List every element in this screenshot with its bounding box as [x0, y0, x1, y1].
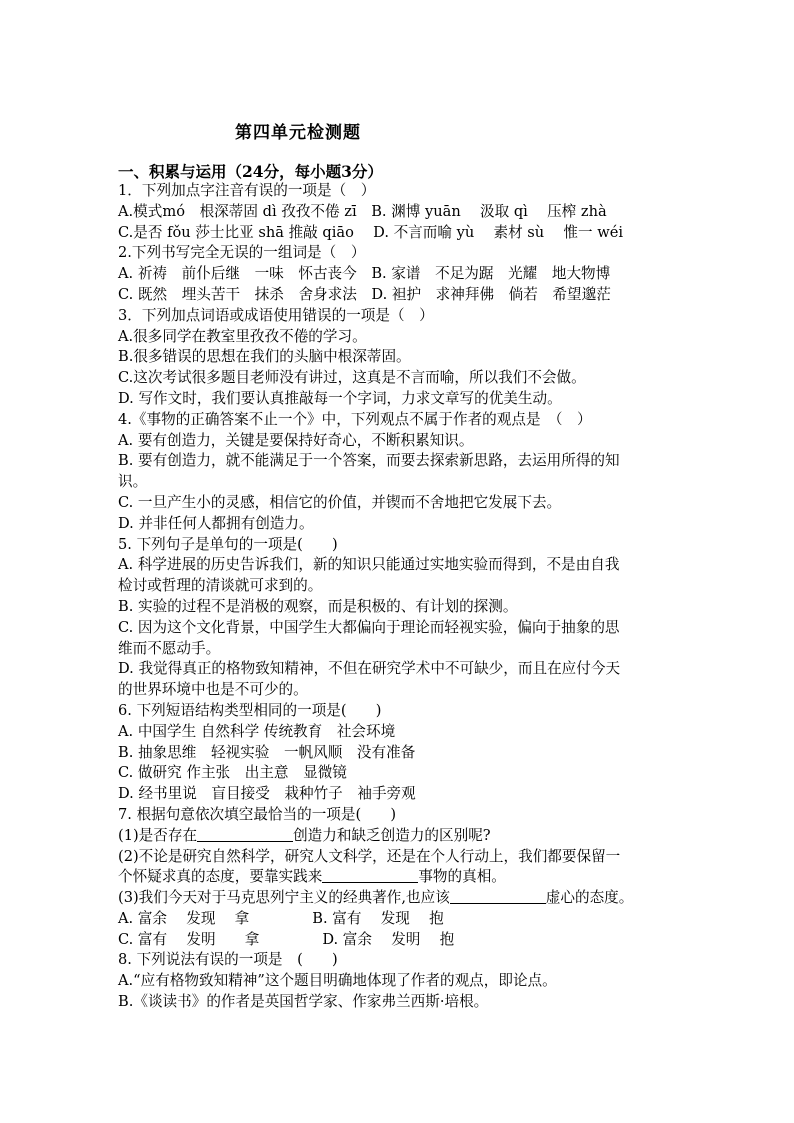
fill-blank-line — [118, 888, 688, 909]
fill-blank-line — [118, 867, 688, 888]
blank-sentence-1-start: (1)是否存在 — [118, 826, 198, 844]
text-line: A. 中国学生 自然科学 传统教育 社会环境 — [118, 722, 396, 740]
fill-blank-line — [118, 826, 688, 847]
blank-1[interactable] — [197, 826, 293, 842]
text-line: D. 并非任何人都拥有创造力。 — [118, 514, 314, 532]
text-line: A. 要有创造力，关键是要保持好奇心，不断积累知识。 — [118, 431, 474, 449]
text-line: A. 祈祷 前仆后继 一味 怀古丧今 B. 家谱 不足为踞 光耀 地大物博 — [118, 265, 611, 283]
text-line: 2.下列书写完全无误的一组词是（ ） — [118, 244, 366, 262]
blank-sentence-3-end: 虚心的态度。 — [545, 889, 634, 907]
text-line: 识。 — [118, 473, 148, 491]
question-body — [118, 181, 688, 1013]
text-line: C. 做研究 作主张 出主意 显微镜 — [118, 764, 347, 782]
blank-3[interactable] — [450, 888, 546, 904]
text-line: C. 富有 发明 拿 D. 富余 发明 抱 — [118, 930, 455, 948]
text-line: 8. 下列说法有误的一项是 ( ) — [118, 951, 338, 969]
blank-sentence-3-start: (3)我们今天对于马克思列宁主义的经典著作,也应该 — [118, 889, 450, 907]
document-title: 第四单元检测题 — [235, 123, 361, 143]
text-line: 检讨或哲理的清谈就可求到的。 — [118, 577, 323, 595]
text-line: B. 实验的过程不是消极的观察，而是积极的、有计划的探测。 — [118, 597, 518, 615]
text-line: 6. 下列短语结构类型相同的一项是( ) — [118, 701, 382, 719]
text-line: 4.《事物的正确答案不止一个》中，下列观点不属于作者的观点是 （ ） — [118, 410, 592, 428]
text-line: 3．下列加点词语或成语使用错误的一项是（ ） — [118, 306, 434, 324]
blank-2[interactable] — [322, 867, 418, 883]
text-line: C. 因为这个文化背景，中国学生大都偏向于理论而轻视实验，偏向于抽象的思 — [118, 618, 620, 636]
blank-sentence-1-end: 创造力和缺乏创造力的区别呢? — [293, 826, 491, 844]
text-line: A.“应有格物致知精神”这个题目明确地体现了作者的观点，即论点。 — [118, 972, 557, 990]
text-line: 的世界环境中也是不可少的。 — [118, 681, 308, 699]
text-line: 维而不愿动手。 — [118, 639, 221, 657]
blank-sentence-2-start: 个怀疑求真的态度，要靠实践来 — [118, 868, 323, 886]
text-line: A.很多同学在教室里孜孜不倦的学习。 — [118, 327, 367, 345]
text-line: 1．下列加点字注音有误的一项是（ ） — [118, 182, 376, 199]
text-line: C. 既然 埋头苦干 抹杀 舍身求法 D. 袒护 求神拜佛 倘若 希望邈茫 — [118, 285, 611, 303]
text-line: A. 富余 发现 拿 B. 富有 发现 抱 — [118, 909, 444, 927]
text-line: D. 我觉得真正的格物致知精神，不但在研究学术中不可缺少，而且在应付今天 — [118, 660, 621, 678]
text-line: B. 抽象思维 轻视实验 一帆风顺 没有准备 — [118, 743, 416, 761]
text-line: B.很多错误的思想在我们的头脑中根深蒂固。 — [118, 348, 411, 366]
text-line: D. 经书里说 盲目接受 栽种竹子 袖手旁观 — [118, 785, 416, 803]
text-line: 7. 根据句意依次填空最恰当的一项是( ) — [118, 805, 397, 823]
text-line: D. 写作文时，我们要认真推敲每一个字词，力求文章写的优美生动。 — [118, 389, 562, 407]
text-line: A.模式mó 根深蒂固 dì 孜孜不倦 zī B. 渊博 yuān 汲取 qì 压榨 zhà — [118, 202, 607, 220]
text-line: B. 要有创造力，就不能满足于一个答案，而要去探索新思路，去运用所得的知 — [118, 452, 620, 470]
text-line: C.是否 fǒu 莎士比亚 shā 推敲 qiāo D. 不言而喻 yù 素材 sù 惟一 wéi — [118, 223, 624, 241]
text-line: C.这次考试很多题目老师没有讲过，这真是不言而喻，所以我们不会做。 — [118, 369, 586, 387]
text-line: (2)不论是研究自然科学，研究人文科学，还是在个人行动上，我们都要保留一 — [118, 847, 621, 865]
blank-sentence-2-end: 事物的真相。 — [418, 868, 506, 886]
text-line: 5. 下列句子是单句的一项是( ) — [118, 535, 338, 553]
text-line: A. 科学进展的历史告诉我们，新的知识只能通过实地实验而得到，不是由自我 — [118, 556, 620, 574]
text-line: C. 一旦产生小的灵感，相信它的价值，并锲而不舍地把它发展下去。 — [118, 493, 562, 511]
text-line: B.《谈读书》的作者是英国哲学家、作家弗兰西斯·培根。 — [118, 993, 489, 1011]
section-heading: 一、积累与运用（24分，每小题3分） — [118, 162, 383, 181]
